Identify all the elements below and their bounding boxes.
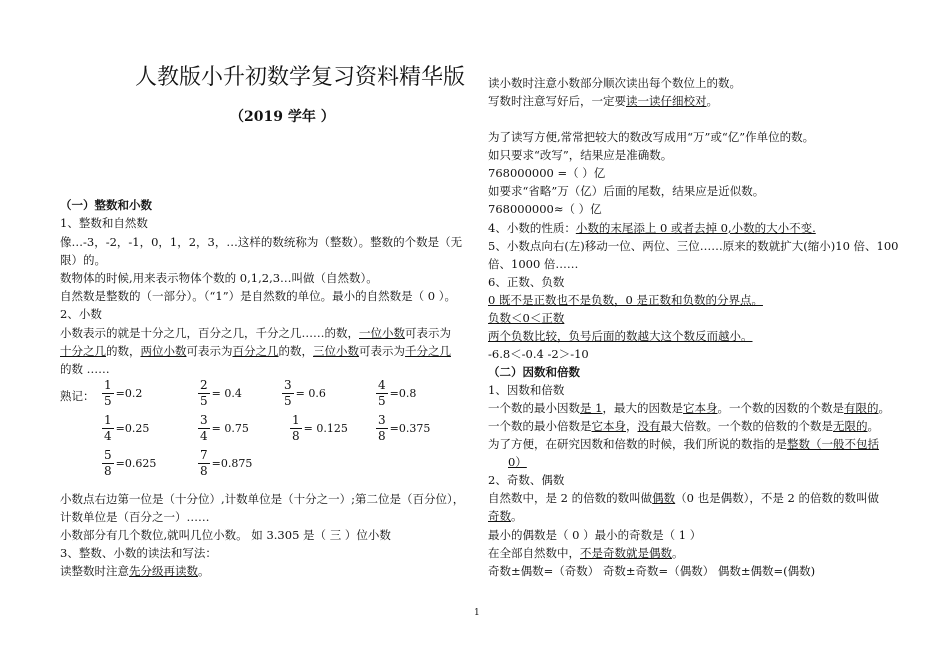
- paragraph-line: 如只要求“改写”，结果应是准确数。: [488, 148, 673, 162]
- paragraph-line: 自然数是整数的（一部分）。（“1”）是自然数的单位。最小的自然数是（ 0 ）。: [60, 289, 456, 303]
- text: ，: [626, 419, 638, 433]
- paragraph-line: [488, 309, 564, 327]
- text: 4、小数的性质：: [488, 221, 576, 235]
- subsection-heading: 1、因数和倍数: [488, 383, 565, 397]
- fraction-value: =0.2: [115, 386, 143, 400]
- text: 一个数的最小倍数是: [488, 419, 592, 433]
- text: 。: [672, 546, 684, 560]
- page-subtitle: （2019 学年 ）: [230, 109, 335, 125]
- text: 可表示为: [405, 326, 451, 340]
- underlined-text: 奇数: [488, 509, 511, 523]
- paragraph-line: 的数 ……: [60, 362, 110, 376]
- fraction-value: = 0.125: [303, 421, 348, 435]
- fraction-value: =0.625: [115, 456, 157, 470]
- underlined-text: 是 1: [580, 401, 603, 415]
- paragraph-line: 小数点右边第一位是（十分位）,计数单位是（十分之一）;第二位是（百分位），: [60, 492, 465, 506]
- paragraph-line: 限）的。: [60, 253, 106, 267]
- underlined-text: 有限的: [843, 401, 879, 415]
- fraction-value: =0.875: [211, 456, 253, 470]
- paragraph-line: [488, 291, 763, 309]
- denominator: 8: [378, 429, 386, 443]
- paragraph-line: [488, 435, 879, 453]
- exercise-line: 768000000 =（ ）亿: [488, 166, 606, 180]
- denominator: 5: [200, 394, 208, 408]
- paragraph-line: 小数部分有几个数位,就叫几位小数。 如 3.305 是（ 三 ）位小数: [60, 528, 391, 542]
- text: 自然数中，是 2 的倍数的数叫做: [488, 491, 653, 505]
- subsection-heading: 2、小数: [60, 307, 102, 321]
- paragraph-line: 5、小数点向右(左)移动一位、两位、三位……原来的数就扩大(缩小)10 倍、100: [488, 239, 899, 253]
- paragraph-line: 计数单位是（百分之一）……: [60, 510, 210, 524]
- numerator: 1: [104, 378, 112, 392]
- text: 为了方便，在研究因数和倍数的时候，我们所说的数指的是: [488, 437, 787, 451]
- denominator: 5: [284, 394, 292, 408]
- underlined-text: 0 既不是正数也不是负数，0 是正数和负数的分界点。: [488, 293, 763, 307]
- text: 的数，: [106, 344, 141, 358]
- underlined-text: 两个负数比较，负号后面的数越大这个数反而越小。: [488, 329, 753, 343]
- paragraph-line: [488, 219, 816, 237]
- underlined-text: 十分之几: [60, 344, 106, 358]
- fraction-value: = 0.6: [295, 386, 326, 400]
- paragraph-line: [508, 453, 527, 471]
- denominator: 8: [104, 464, 112, 478]
- numerator: 7: [200, 448, 208, 462]
- denominator: 8: [292, 429, 300, 443]
- text: 在全部自然数中，: [488, 546, 580, 560]
- fraction-item: [198, 413, 249, 444]
- paragraph-line: [488, 507, 523, 525]
- paragraph-line: [488, 489, 879, 507]
- underlined-text: 它本身: [591, 419, 626, 433]
- exercise-line: 768000000≈（ ）亿: [488, 202, 602, 216]
- underlined-text: 两位小数: [140, 344, 187, 358]
- underlined-text: 偶数: [652, 491, 676, 505]
- fraction-value: = 0.75: [211, 421, 249, 435]
- numerator: 4: [378, 378, 386, 392]
- text: 可表示为: [359, 344, 405, 358]
- text: 。: [878, 401, 890, 415]
- fraction-item: [198, 448, 252, 479]
- text: 。: [511, 509, 523, 523]
- underlined-text: 三位小数: [313, 344, 359, 358]
- underlined-text: 没有: [637, 419, 661, 433]
- numerator: 5: [104, 448, 112, 462]
- page-number: 1: [474, 608, 480, 618]
- underlined-text: 负数＜0＜正数: [488, 311, 565, 325]
- underlined-text: 0）: [508, 455, 527, 469]
- denominator: 8: [200, 464, 208, 478]
- text: 。: [867, 419, 879, 433]
- text: 可表示为: [186, 344, 233, 358]
- paragraph-line: [60, 562, 210, 580]
- fraction-item: [376, 413, 430, 444]
- underlined-text: 千分之几: [405, 344, 451, 358]
- paragraph-line: 如要求“省略”万（亿）后面的尾数，结果应是近似数。: [488, 184, 765, 198]
- text: 最大倍数。一个数的倍数的个数是: [660, 419, 833, 433]
- subsection-heading: 6、正数、负数: [488, 275, 565, 289]
- underlined-text: 它本身: [682, 401, 718, 415]
- text: 一个数的最小因数: [488, 401, 580, 415]
- paragraph-line: [488, 417, 879, 435]
- paragraph-line: 奇数±偶数=（奇数） 奇数±奇数=（偶数） 偶数±偶数=(偶数): [488, 564, 816, 578]
- fraction-value: =0.25: [115, 421, 150, 435]
- paragraph-line: [488, 92, 718, 110]
- paragraph-line: [60, 324, 451, 342]
- fraction-item: [376, 378, 416, 409]
- text: （0 也是偶数），不是 2 的倍数的数叫做: [675, 491, 879, 505]
- denominator: 5: [104, 394, 112, 408]
- underlined-text: 整数（一般不包括: [787, 437, 879, 451]
- text: 写数时注意写好后，一定要: [488, 94, 626, 108]
- underlined-text: 先分级再读数: [129, 564, 198, 578]
- fraction-item: [282, 378, 326, 409]
- numerator: 1: [104, 413, 112, 427]
- subsection-heading: 3、整数、小数的读法和写法：: [60, 546, 217, 560]
- underlined-text: 百分之几: [232, 344, 279, 358]
- subsection-heading: 1、整数和自然数: [60, 216, 148, 230]
- section-heading: （一）整数和小数: [60, 198, 152, 212]
- paragraph-line: [60, 342, 451, 360]
- fraction-item: [102, 413, 149, 444]
- text: 读整数时注意: [60, 564, 129, 578]
- underlined-text: 小数的末尾添上 0 或者去掉 0,小数的大小不变.: [575, 221, 816, 235]
- memorize-label: 熟记：: [60, 389, 95, 403]
- numerator: 2: [200, 378, 208, 392]
- text: 。: [198, 564, 210, 578]
- numerator: 3: [284, 378, 292, 392]
- denominator: 4: [104, 429, 112, 443]
- numerator: 1: [292, 413, 300, 427]
- paragraph-line: 最小的偶数是（ 0 ）最小的奇数是（ 1 ）: [488, 528, 702, 542]
- paragraph-line: [488, 399, 890, 417]
- paragraph-line: 像…-3，-2，-1，0，1，2，3，…这样的数统称为（整数）。整数的个数是（无: [60, 235, 463, 249]
- fraction-item: [102, 378, 142, 409]
- subsection-heading: 2、奇数、偶数: [488, 473, 565, 487]
- denominator: 5: [378, 394, 386, 408]
- fraction-item: [198, 378, 242, 409]
- paragraph-line: 读小数时注意小数部分顺次读出每个数位上的数。: [488, 76, 741, 90]
- paragraph-line: 倍、1000 倍……: [488, 257, 579, 271]
- fraction-value: =0.8: [389, 386, 417, 400]
- section-heading: （二）因数和倍数: [488, 365, 580, 379]
- example-line: -6.8＜-0.4 -2＞-10: [488, 347, 589, 361]
- underlined-text: 读一读仔细校对: [626, 94, 707, 108]
- underlined-text: 不是奇数就是偶数: [580, 546, 672, 560]
- numerator: 3: [378, 413, 386, 427]
- fraction-value: = 0.4: [211, 386, 242, 400]
- text: 。一个数的因数的个数是: [717, 401, 844, 415]
- page-title: 人教版小升初数学复习资料精华版: [135, 65, 466, 90]
- text: ，最大的因数是: [602, 401, 683, 415]
- fraction-item: [290, 413, 348, 444]
- paragraph-line: [488, 327, 753, 345]
- underlined-text: 一位小数: [359, 326, 405, 340]
- numerator: 3: [200, 413, 208, 427]
- fraction-item: [102, 448, 156, 479]
- paragraph-line: 数物体的时候,用来表示物体个数的 0,1,2,3…叫做（自然数）。: [60, 271, 378, 285]
- paragraph-line: [488, 544, 684, 562]
- text: 小数表示的就是十分之几，百分之几，千分之几……的数，: [60, 326, 359, 340]
- text: 的数，: [278, 344, 313, 358]
- text: 。: [706, 94, 718, 108]
- fraction-value: =0.375: [389, 421, 431, 435]
- paragraph-line: 为了读写方便,常常把较大的数改写成用“万”或“亿”作单位的数。: [488, 130, 815, 144]
- underlined-text: 无限的: [833, 419, 868, 433]
- denominator: 4: [200, 429, 208, 443]
